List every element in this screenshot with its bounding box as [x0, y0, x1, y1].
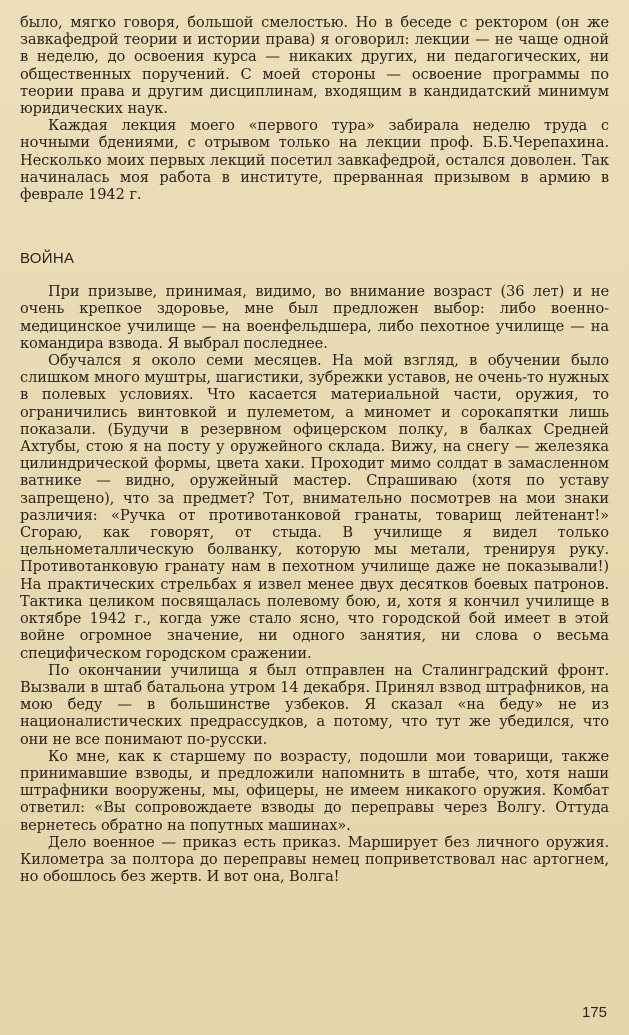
paragraph-3: При призыве, принимая, видимо, во внимание возраст (36 лет) и не очень крепкое здоровье, мне был предложен выбор: либо военно-медицинское училище — на военфельдшера, либо пехотное училище — на командира взвода. Я выбрал последнее. — [20, 283, 609, 352]
paragraph-1: было, мягко говоря, большой смелостью. Но в беседе с ректором (он же завкафедрой теории и истории права) я оговорил: лекции — не чаще одной в неделю, до освоения курса — никаких других, ни педагогических, ни общественных поручений. С моей стороны — освоение программы по теории права и другим дисциплинам, входящим в кандидатский минимум юридических наук. — [20, 14, 609, 118]
paragraph-5: По окончании училища я был отправлен на Сталинградский фронт. Вызвали в штаб батальона утром 14 декабря. Принял взвод штрафников, на мою беду — в большинстве узбеков. Я сказал «на беду» не из националистических предрассудков, а потому, что тут же убедился, что они не все понимают по-русски. — [20, 661, 609, 748]
paragraph-6: Ко мне, как к старшему по возрасту, подошли мои товарищи, также принимавшие взводы, и предложили напомнить в штабе, что, хотя наши штрафники вооружены, мы, офицеры, не имеем никакого оружия. Комбат ответил: «Вы сопровождаете взводы до переправы через Волгу. Оттуда вернетесь обратно на попутных машинах». — [20, 747, 609, 834]
paragraph-2: Каждая лекция моего «первого тура» забирала неделю труда с ночными бдениями, с отрывом только на лекции проф. Б.Б.Черепахина. Несколько моих первых лекций посетил завкафедрой, остался доволен. Так начиналась моя работа в институте, прерванная призывом в армию в феврале 1942 г. — [20, 117, 609, 204]
section-title: ВОЙНА — [20, 250, 75, 268]
page-number: 175 — [581, 1004, 607, 1021]
paragraph-7: Дело военное — приказ есть приказ. Марширует без личного оружия. Километра за полтора до переправы немец поприветствовал нас артогнем, но обошлось без жертв. И вот она, Волга! — [20, 833, 609, 886]
paragraph-4: Обучался я около семи месяцев. На мой взгляд, в обучении было слишком много муштры, шагистики, зубрежки уставов, не очень-то нужных в полевых условиях. Что касается материальной части, оружия, то ограничились винтовкой и пулеметом, а миномет и сорокапятки лишь показали. (Будучи в резервном офицерском полку, в балках Средней Ахтубы, стою я на посту у оружейного склада. Вижу, на снегу — железяка цилиндрической формы, цвета хаки. Проходит мимо солдат в замасленном ватнике — видно, оружейный мастер. Спрашиваю (хотя по уставу запрещено), что за предмет? Тот, внимательно посмотрев на мои знаки различия: «Ручка от противотанковой гранаты, товарищ лейтенант!» Сгораю, как говорят, от стыда. В училище я видел только цельнометаллическую болванку, которую мы метали, тренируя руку. Противотанковую гранату нам в пехотном училище даже не показывали!) На практических стрельбах я извел менее двух десятков боевых патронов. Тактика целиком посвящалась полевому бою, и, хотя я кончил училище в октябре 1942 г., когда уже стало ясно, что городской бой имеет в этой войне огромное значение, ни одного занятия, ни слова о весьма специфическом городском сражении. — [20, 352, 609, 662]
